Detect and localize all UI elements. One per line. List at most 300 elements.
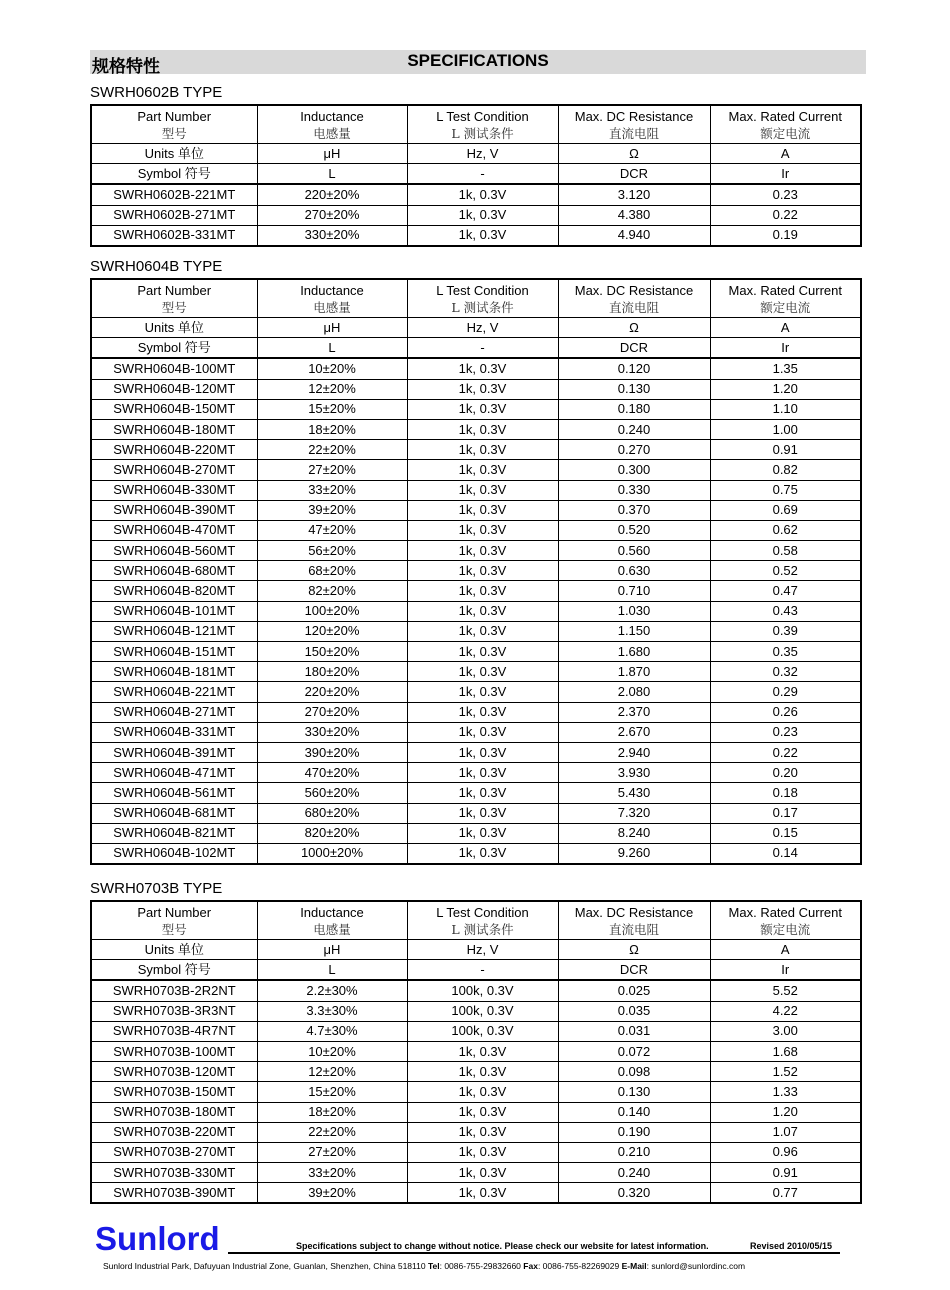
column-header-test-condition <box>407 105 558 144</box>
cell-test-condition: 1k, 0.3V <box>407 662 558 682</box>
column-header-inductance <box>257 105 407 144</box>
column-header-en: Max. Rated Current <box>728 904 842 920</box>
cell-rated-current: 0.22 <box>710 742 861 762</box>
cell-inductance: 18±20% <box>257 1102 407 1122</box>
table-row <box>91 803 861 823</box>
cell-dc-resistance: 0.180 <box>558 399 710 419</box>
symbol-row-cell: DCR <box>558 960 710 981</box>
symbol-row-cell: DCR <box>558 164 710 185</box>
table-row <box>91 823 861 843</box>
cell-test-condition: 1k, 0.3V <box>407 184 558 205</box>
cell-dc-resistance: 0.270 <box>558 440 710 460</box>
cell-dc-resistance: 1.870 <box>558 662 710 682</box>
company-address: Sunlord Industrial Park, Dafuyuan Industrial Zone, Guanlan, Shenzhen, China 518110 <box>103 1261 426 1271</box>
cell-test-condition: 1k, 0.3V <box>407 379 558 399</box>
column-header-cn: 直流电阻 <box>608 921 659 937</box>
cell-part-number: SWRH0703B-270MT <box>91 1142 257 1162</box>
cell-test-condition: 1k, 0.3V <box>407 500 558 520</box>
cell-rated-current: 0.26 <box>710 702 861 722</box>
column-header-inductance <box>257 279 407 318</box>
table-row <box>91 205 861 225</box>
symbol-row <box>91 338 861 359</box>
header-title-en: SPECIFICATIONS <box>407 51 549 70</box>
cell-test-condition: 1k, 0.3V <box>407 763 558 783</box>
sunlord-logo: Sunlord <box>95 1220 220 1257</box>
cell-dc-resistance: 4.940 <box>558 225 710 246</box>
cell-test-condition: 1k, 0.3V <box>407 783 558 803</box>
cell-part-number: SWRH0703B-120MT <box>91 1062 257 1082</box>
cell-test-condition: 1k, 0.3V <box>407 1082 558 1102</box>
cell-inductance: 47±20% <box>257 520 407 540</box>
fax-label: Fax <box>523 1261 538 1271</box>
table-row <box>91 561 861 581</box>
cell-test-condition: 100k, 0.3V <box>407 1021 558 1041</box>
cell-rated-current: 0.32 <box>710 662 861 682</box>
table-row <box>91 742 861 762</box>
cell-dc-resistance: 0.710 <box>558 581 710 601</box>
cell-inductance: 680±20% <box>257 803 407 823</box>
cell-inductance: 12±20% <box>257 1062 407 1082</box>
cell-part-number: SWRH0604B-101MT <box>91 601 257 621</box>
column-header-en: Max. DC Resistance <box>574 282 694 298</box>
column-header-en: L Test Condition <box>436 108 529 124</box>
cell-part-number: SWRH0604B-391MT <box>91 742 257 762</box>
cell-test-condition: 1k, 0.3V <box>407 702 558 722</box>
cell-part-number: SWRH0604B-151MT <box>91 642 257 662</box>
column-header-cn: 电感量 <box>313 125 351 141</box>
column-header-rated-current <box>710 105 861 144</box>
column-header-test-condition <box>407 279 558 318</box>
column-header-en: Inductance <box>300 904 364 920</box>
units-row-cell: μH <box>257 318 407 338</box>
cell-part-number: SWRH0604B-561MT <box>91 783 257 803</box>
units-row-cell: μH <box>257 144 407 164</box>
cell-inductance: 3.3±30% <box>257 1001 407 1021</box>
table-row <box>91 541 861 561</box>
table-row <box>91 480 861 500</box>
cell-dc-resistance: 1.680 <box>558 642 710 662</box>
cell-part-number: SWRH0604B-560MT <box>91 541 257 561</box>
fax-number: : 0086-755-82269029 <box>537 1261 620 1271</box>
cell-inductance: 22±20% <box>257 440 407 460</box>
cell-inductance: 27±20% <box>257 1142 407 1162</box>
cell-dc-resistance: 7.320 <box>558 803 710 823</box>
table-row <box>91 419 861 439</box>
symbol-row-cell: - <box>407 960 558 981</box>
section-type-title: SWRH0604B TYPE <box>90 258 223 275</box>
footer-revised-date: Revised 2010/05/15 <box>750 1241 833 1251</box>
cell-test-condition: 100k, 0.3V <box>407 980 558 1001</box>
table-row <box>91 520 861 540</box>
cell-part-number: SWRH0703B-390MT <box>91 1183 257 1204</box>
table-row <box>91 642 861 662</box>
column-header-cn: 直流电阻 <box>608 299 659 315</box>
cell-rated-current: 1.00 <box>710 419 861 439</box>
cell-test-condition: 1k, 0.3V <box>407 682 558 702</box>
table-row <box>91 1163 861 1183</box>
units-row-cell: μH <box>257 940 407 960</box>
cell-test-condition: 1k, 0.3V <box>407 205 558 225</box>
cell-rated-current: 0.20 <box>710 763 861 783</box>
cell-dc-resistance: 0.240 <box>558 1163 710 1183</box>
cell-rated-current: 1.52 <box>710 1062 861 1082</box>
cell-inductance: 2.2±30% <box>257 980 407 1001</box>
cell-test-condition: 1k, 0.3V <box>407 803 558 823</box>
column-header-cn: 直流电阻 <box>608 125 659 141</box>
cell-part-number: SWRH0604B-271MT <box>91 702 257 722</box>
spec-section <box>90 256 860 865</box>
cell-inductance: 220±20% <box>257 682 407 702</box>
table-row <box>91 581 861 601</box>
column-header-cn: 电感量 <box>313 921 351 937</box>
spec-table <box>90 900 862 1204</box>
cell-dc-resistance: 0.031 <box>558 1021 710 1041</box>
units-row-cell: Ω <box>558 940 710 960</box>
table-row <box>91 1122 861 1142</box>
cell-part-number: SWRH0604B-181MT <box>91 662 257 682</box>
cell-inductance: 330±20% <box>257 722 407 742</box>
email-label: E-Mail <box>621 1261 647 1271</box>
cell-rated-current: 0.96 <box>710 1142 861 1162</box>
column-header-cn: 额定电流 <box>760 299 811 315</box>
cell-dc-resistance: 2.670 <box>558 722 710 742</box>
symbol-row <box>91 164 861 185</box>
cell-part-number: SWRH0703B-2R2NT <box>91 980 257 1001</box>
cell-test-condition: 1k, 0.3V <box>407 1041 558 1061</box>
column-header-dc-resistance <box>558 901 710 940</box>
column-header-cn: 型号 <box>161 921 187 937</box>
column-header-cn: 型号 <box>161 125 187 141</box>
cell-rated-current: 0.17 <box>710 803 861 823</box>
cell-rated-current: 0.75 <box>710 480 861 500</box>
table-row <box>91 621 861 641</box>
cell-part-number: SWRH0703B-150MT <box>91 1082 257 1102</box>
cell-dc-resistance: 0.240 <box>558 419 710 439</box>
cell-rated-current: 0.23 <box>710 722 861 742</box>
cell-part-number: SWRH0604B-470MT <box>91 520 257 540</box>
cell-inductance: 220±20% <box>257 184 407 205</box>
column-header-row <box>91 105 861 144</box>
tel-label: Tel <box>427 1261 440 1271</box>
cell-test-condition: 1k, 0.3V <box>407 460 558 480</box>
cell-rated-current: 1.68 <box>710 1041 861 1061</box>
cell-inductance: 33±20% <box>257 1163 407 1183</box>
cell-inductance: 68±20% <box>257 561 407 581</box>
cell-part-number: SWRH0604B-150MT <box>91 399 257 419</box>
cell-test-condition: 1k, 0.3V <box>407 1183 558 1204</box>
units-row-cell: Hz, V <box>407 318 558 338</box>
cell-part-number: SWRH0604B-270MT <box>91 460 257 480</box>
cell-rated-current: 0.15 <box>710 823 861 843</box>
cell-inductance: 180±20% <box>257 662 407 682</box>
cell-test-condition: 100k, 0.3V <box>407 1001 558 1021</box>
cell-inductance: 56±20% <box>257 541 407 561</box>
cell-dc-resistance: 0.072 <box>558 1041 710 1061</box>
cell-inductance: 470±20% <box>257 763 407 783</box>
units-row-cell: Hz, V <box>407 144 558 164</box>
column-header-cn: L 测试条件 <box>451 125 514 141</box>
symbol-row-cell: L <box>257 338 407 359</box>
cell-part-number: SWRH0703B-180MT <box>91 1102 257 1122</box>
cell-dc-resistance: 1.030 <box>558 601 710 621</box>
cell-part-number: SWRH0703B-100MT <box>91 1041 257 1061</box>
symbol-row-cell: Ir <box>710 338 861 359</box>
cell-test-condition: 1k, 0.3V <box>407 225 558 246</box>
cell-test-condition: 1k, 0.3V <box>407 480 558 500</box>
cell-rated-current: 0.62 <box>710 520 861 540</box>
table-row <box>91 225 861 246</box>
cell-inductance: 120±20% <box>257 621 407 641</box>
cell-rated-current: 0.91 <box>710 440 861 460</box>
header-title-cn: 规格特性 <box>92 57 160 77</box>
column-header-cn: 额定电流 <box>760 921 811 937</box>
cell-test-condition: 1k, 0.3V <box>407 843 558 864</box>
specifications-header-bar <box>90 50 866 77</box>
cell-inductance: 39±20% <box>257 500 407 520</box>
column-header-part-number <box>91 901 257 940</box>
column-header-cn: 型号 <box>161 299 187 315</box>
column-header-en: Max. DC Resistance <box>574 904 694 920</box>
cell-part-number: SWRH0602B-331MT <box>91 225 257 246</box>
cell-rated-current: 1.33 <box>710 1082 861 1102</box>
table-row <box>91 1021 861 1041</box>
cell-inductance: 330±20% <box>257 225 407 246</box>
cell-rated-current: 1.35 <box>710 358 861 379</box>
table-row <box>91 1142 861 1162</box>
email-address: : sunlord@sunlordinc.com <box>646 1261 746 1271</box>
cell-dc-resistance: 0.035 <box>558 1001 710 1021</box>
column-header-en: Max. Rated Current <box>728 282 842 298</box>
table-row <box>91 500 861 520</box>
cell-test-condition: 1k, 0.3V <box>407 1163 558 1183</box>
column-header-test-condition <box>407 901 558 940</box>
cell-test-condition: 1k, 0.3V <box>407 601 558 621</box>
table-row <box>91 460 861 480</box>
cell-dc-resistance: 0.120 <box>558 358 710 379</box>
cell-dc-resistance: 8.240 <box>558 823 710 843</box>
footer-address-line <box>103 1261 745 1271</box>
cell-dc-resistance: 0.098 <box>558 1062 710 1082</box>
cell-test-condition: 1k, 0.3V <box>407 1102 558 1122</box>
cell-inductance: 820±20% <box>257 823 407 843</box>
cell-dc-resistance: 1.150 <box>558 621 710 641</box>
cell-part-number: SWRH0703B-3R3NT <box>91 1001 257 1021</box>
cell-part-number: SWRH0604B-680MT <box>91 561 257 581</box>
cell-dc-resistance: 0.370 <box>558 500 710 520</box>
section-type-title: SWRH0703B TYPE <box>90 880 223 897</box>
symbol-row <box>91 960 861 981</box>
cell-test-condition: 1k, 0.3V <box>407 419 558 439</box>
cell-test-condition: 1k, 0.3V <box>407 621 558 641</box>
symbol-row-cell: L <box>257 960 407 981</box>
symbol-row-cell: DCR <box>558 338 710 359</box>
cell-rated-current: 0.47 <box>710 581 861 601</box>
column-header-en: Inductance <box>300 108 364 124</box>
cell-test-condition: 1k, 0.3V <box>407 561 558 581</box>
cell-part-number: SWRH0604B-180MT <box>91 419 257 439</box>
tel-number: : 0086-755-29832660 <box>439 1261 521 1271</box>
cell-dc-resistance: 0.330 <box>558 480 710 500</box>
table-row <box>91 682 861 702</box>
column-header-part-number <box>91 105 257 144</box>
symbol-row-cell: Ir <box>710 960 861 981</box>
cell-dc-resistance: 2.940 <box>558 742 710 762</box>
column-header-cn: 额定电流 <box>760 125 811 141</box>
cell-part-number: SWRH0604B-221MT <box>91 682 257 702</box>
symbol-row-cell: Ir <box>710 164 861 185</box>
cell-inductance: 100±20% <box>257 601 407 621</box>
cell-rated-current: 5.52 <box>710 980 861 1001</box>
cell-part-number: SWRH0602B-221MT <box>91 184 257 205</box>
cell-part-number: SWRH0604B-390MT <box>91 500 257 520</box>
table-row <box>91 1082 861 1102</box>
column-header-row <box>91 279 861 318</box>
cell-rated-current: 0.18 <box>710 783 861 803</box>
column-header-dc-resistance <box>558 279 710 318</box>
column-header-inductance <box>257 901 407 940</box>
table-row <box>91 843 861 864</box>
cell-rated-current: 1.07 <box>710 1122 861 1142</box>
cell-dc-resistance: 0.210 <box>558 1142 710 1162</box>
table-row <box>91 1062 861 1082</box>
cell-part-number: SWRH0604B-120MT <box>91 379 257 399</box>
cell-rated-current: 0.23 <box>710 184 861 205</box>
cell-test-condition: 1k, 0.3V <box>407 1062 558 1082</box>
table-row <box>91 1041 861 1061</box>
footer-notice: Specifications subject to change without notice. Please check our website for latest information. <box>296 1241 709 1251</box>
cell-rated-current: 0.43 <box>710 601 861 621</box>
cell-rated-current: 0.69 <box>710 500 861 520</box>
cell-rated-current: 3.00 <box>710 1021 861 1041</box>
cell-rated-current: 0.39 <box>710 621 861 641</box>
cell-part-number: SWRH0604B-331MT <box>91 722 257 742</box>
units-row-cell: Ω <box>558 318 710 338</box>
cell-inductance: 22±20% <box>257 1122 407 1142</box>
spec-section <box>90 82 860 247</box>
table-row <box>91 1102 861 1122</box>
column-header-en: Max. DC Resistance <box>574 108 694 124</box>
symbol-row-cell: Symbol 符号 <box>91 164 257 185</box>
column-header-cn: L 测试条件 <box>451 299 514 315</box>
units-row <box>91 144 861 164</box>
cell-dc-resistance: 0.520 <box>558 520 710 540</box>
cell-dc-resistance: 0.300 <box>558 460 710 480</box>
units-row-cell: Ω <box>558 144 710 164</box>
cell-dc-resistance: 0.190 <box>558 1122 710 1142</box>
cell-inductance: 4.7±30% <box>257 1021 407 1041</box>
footer-divider <box>228 1252 840 1254</box>
cell-dc-resistance: 3.120 <box>558 184 710 205</box>
cell-dc-resistance: 0.025 <box>558 980 710 1001</box>
cell-rated-current: 4.22 <box>710 1001 861 1021</box>
cell-test-condition: 1k, 0.3V <box>407 358 558 379</box>
cell-part-number: SWRH0703B-4R7NT <box>91 1021 257 1041</box>
table-row <box>91 440 861 460</box>
table-row <box>91 358 861 379</box>
cell-inductance: 18±20% <box>257 419 407 439</box>
cell-part-number: SWRH0604B-821MT <box>91 823 257 843</box>
units-row-cell: Hz, V <box>407 940 558 960</box>
units-row-cell: A <box>710 318 861 338</box>
cell-rated-current: 0.91 <box>710 1163 861 1183</box>
table-row <box>91 601 861 621</box>
symbol-row-cell: L <box>257 164 407 185</box>
cell-part-number: SWRH0604B-121MT <box>91 621 257 641</box>
cell-part-number: SWRH0703B-220MT <box>91 1122 257 1142</box>
cell-rated-current: 0.29 <box>710 682 861 702</box>
cell-rated-current: 0.82 <box>710 460 861 480</box>
cell-test-condition: 1k, 0.3V <box>407 541 558 561</box>
cell-inductance: 560±20% <box>257 783 407 803</box>
cell-dc-resistance: 0.630 <box>558 561 710 581</box>
cell-inductance: 390±20% <box>257 742 407 762</box>
cell-test-condition: 1k, 0.3V <box>407 520 558 540</box>
cell-inductance: 12±20% <box>257 379 407 399</box>
cell-rated-current: 1.20 <box>710 1102 861 1122</box>
cell-inductance: 27±20% <box>257 460 407 480</box>
cell-rated-current: 0.19 <box>710 225 861 246</box>
cell-inductance: 82±20% <box>257 581 407 601</box>
table-row <box>91 722 861 742</box>
table-row <box>91 379 861 399</box>
column-header-rated-current <box>710 279 861 318</box>
cell-inductance: 15±20% <box>257 1082 407 1102</box>
cell-rated-current: 0.35 <box>710 642 861 662</box>
cell-rated-current: 1.10 <box>710 399 861 419</box>
cell-test-condition: 1k, 0.3V <box>407 1142 558 1162</box>
column-header-rated-current <box>710 901 861 940</box>
cell-inductance: 39±20% <box>257 1183 407 1204</box>
column-header-en: Part Number <box>137 282 212 298</box>
table-row <box>91 1183 861 1204</box>
column-header-cn: L 测试条件 <box>451 921 514 937</box>
cell-part-number: SWRH0604B-681MT <box>91 803 257 823</box>
table-row <box>91 399 861 419</box>
cell-part-number: SWRH0604B-471MT <box>91 763 257 783</box>
column-header-part-number <box>91 279 257 318</box>
column-header-en: Part Number <box>137 904 212 920</box>
cell-part-number: SWRH0604B-820MT <box>91 581 257 601</box>
symbol-row-cell: Symbol 符号 <box>91 338 257 359</box>
cell-test-condition: 1k, 0.3V <box>407 823 558 843</box>
cell-rated-current: 0.52 <box>710 561 861 581</box>
cell-inductance: 10±20% <box>257 1041 407 1061</box>
units-row <box>91 318 861 338</box>
column-header-en: L Test Condition <box>436 282 529 298</box>
cell-dc-resistance: 9.260 <box>558 843 710 864</box>
cell-test-condition: 1k, 0.3V <box>407 742 558 762</box>
cell-rated-current: 0.77 <box>710 1183 861 1204</box>
cell-part-number: SWRH0604B-330MT <box>91 480 257 500</box>
spec-table <box>90 278 862 865</box>
column-header-row <box>91 901 861 940</box>
cell-inductance: 270±20% <box>257 205 407 225</box>
column-header-dc-resistance <box>558 105 710 144</box>
symbol-row-cell: - <box>407 164 558 185</box>
units-row-cell: Units 单位 <box>91 318 257 338</box>
cell-inductance: 1000±20% <box>257 843 407 864</box>
table-row <box>91 184 861 205</box>
cell-inductance: 33±20% <box>257 480 407 500</box>
cell-dc-resistance: 0.560 <box>558 541 710 561</box>
cell-dc-resistance: 0.130 <box>558 379 710 399</box>
cell-dc-resistance: 4.380 <box>558 205 710 225</box>
cell-dc-resistance: 2.080 <box>558 682 710 702</box>
table-row <box>91 763 861 783</box>
column-header-en: L Test Condition <box>436 904 529 920</box>
cell-rated-current: 0.14 <box>710 843 861 864</box>
cell-test-condition: 1k, 0.3V <box>407 399 558 419</box>
